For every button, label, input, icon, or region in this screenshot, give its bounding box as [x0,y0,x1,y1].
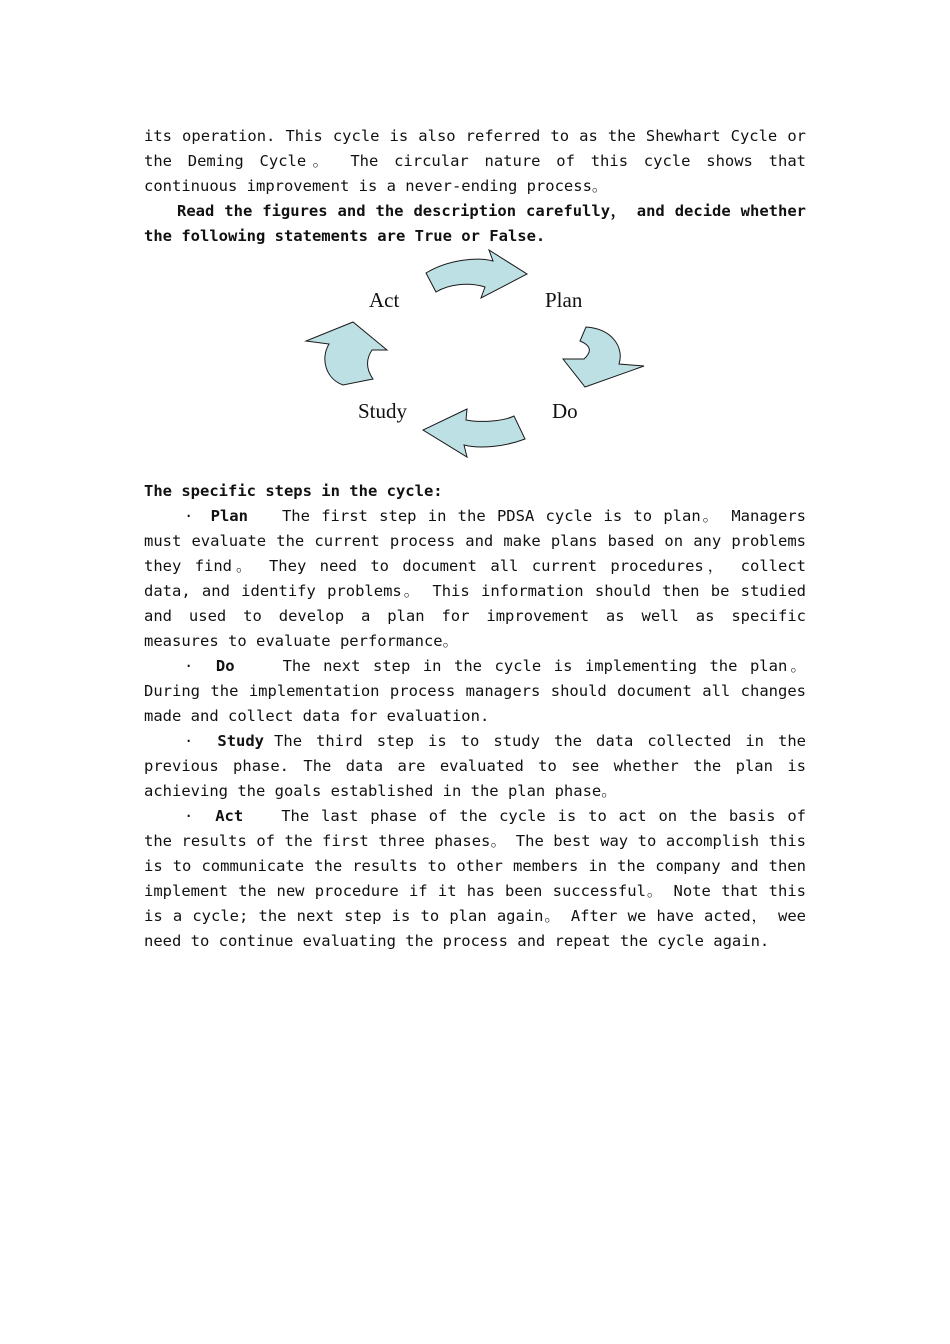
intro-paragraph: its operation. This cycle is also referred to as the Shewhart Cycle or the Deming Cycle。 The circular nature of this cycle shows that continuous improvement is a never-ending process。 [144,127,806,195]
step-plan [144,504,806,654]
document-page [144,124,806,954]
bullet-dot: · [184,507,194,525]
pdsa-arrows [144,249,806,479]
step-act [144,804,806,954]
arrow-study-to-act [306,322,387,385]
step-text: The third step is to study the data collected in the previous phase. The data are evaluated to see whether the plan is achieving the goals established in the plan phase。 [144,732,806,800]
step-term: Act [215,807,244,825]
step-text: The next step in the cycle is implementing the plan。 During the implementation process managers should document all changes made and collect data for evaluation. [144,657,807,725]
arrow-plan-to-do [563,327,644,387]
diagram-label-act: Act [369,288,400,312]
step-text: The first step in the PDSA cycle is to plan。 Managers must evaluate the current process and make plans based on any problems they find。 They need to document all current procedures， collect data, and identify problems。 This information should then be studied and used to develop a plan for improvement as well as specific measures to evaluate performance。 [144,507,806,650]
step-term: Do [215,657,235,675]
arrow-do-to-study [423,409,525,457]
diagram-label-plan: Plan [545,288,583,312]
step-study [144,729,806,804]
bullet-dot: · [184,807,194,825]
step-term: Plan [210,507,248,525]
steps-heading: The specific steps in the cycle: [144,482,443,500]
arrow-act-to-plan [426,250,527,298]
pdsa-cycle-diagram [144,249,806,479]
instruction-paragraph: Read the figures and the description carefully， and decide whether the following statements are True or False. [144,202,806,245]
bullet-dot: · [184,657,194,675]
diagram-label-do: Do [552,399,578,423]
step-do [144,654,806,729]
step-text: The last phase of the cycle is to act on the basis of the results of the first three phases。 The best way to accomplish this is to communicate the results to other members in the company and then implement the new procedure if it has been successful。 Note that this is a cycle; the next step is to plan again。 After we have acted， wee need to continue evaluating the process and repeat the cycle again. [144,807,806,950]
diagram-label-study: Study [358,399,408,423]
step-term: Study [217,732,265,750]
bullet-dot: · [184,732,194,750]
